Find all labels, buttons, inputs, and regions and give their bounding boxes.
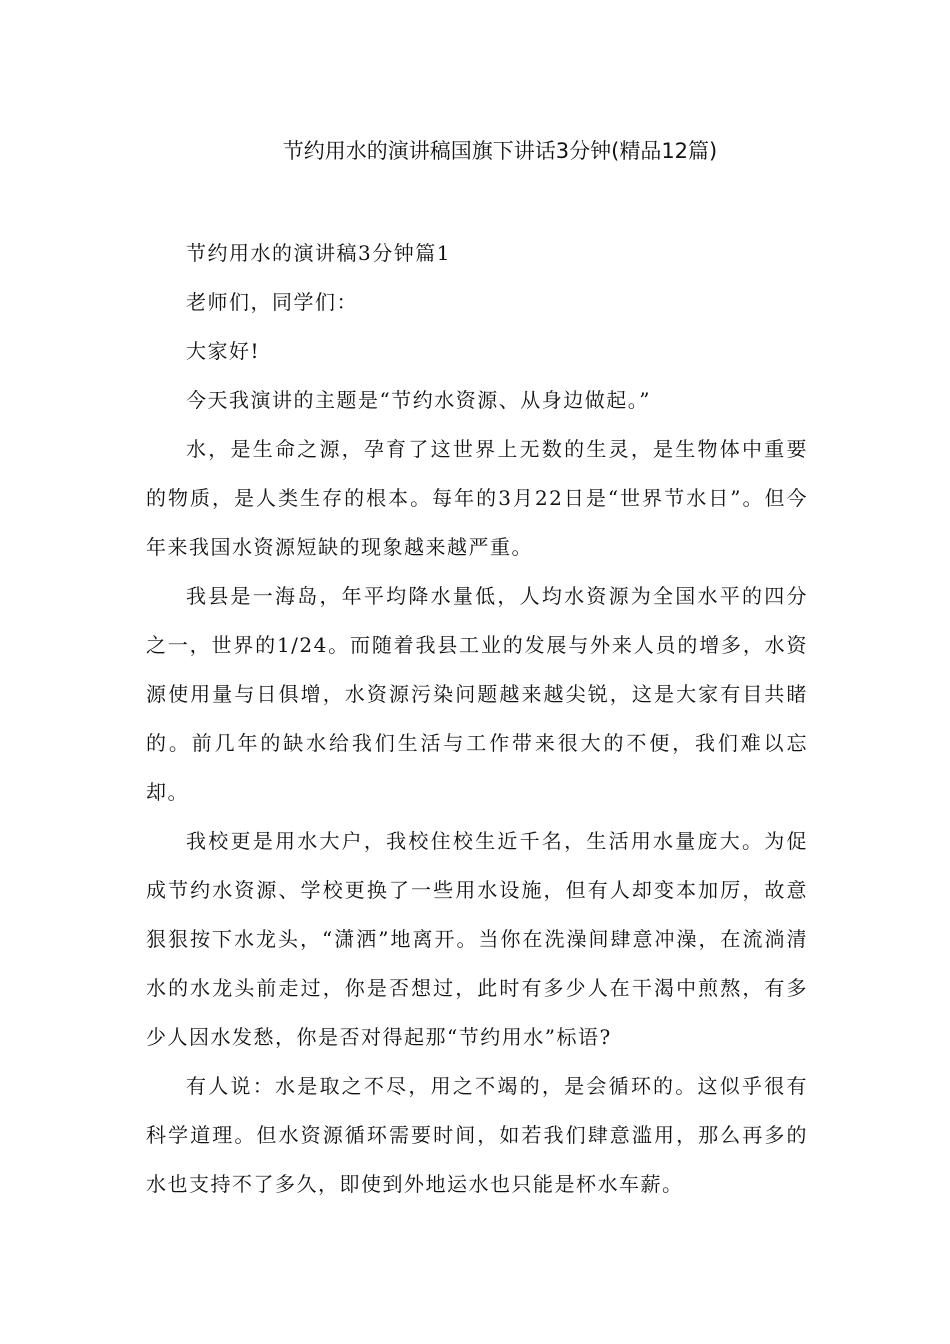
paragraph: 水，是生命之源，孕育了这世界上无数的生灵，是生物体中重要的物质，是人类生存的根本。每年的3月22日是“世界节水日”。但今年来我国水资源短缺的现象越来越严重。 — [146, 437, 808, 559]
greeting: 大家好! — [186, 339, 261, 363]
paragraph: 我校更是用水大户，我校住校生近千名，生活用水量庞大。为促成节约水资源、学校更换了一些用水设施，但有人却变本加厉，故意狠狠按下水龙头，“潇洒”地离开。当你在洗澡间肆意冲澡，在流淌清水的水龙头前走过，你是否想过，此时有多少人在干渴中煎熬，有多少人因水发愁，你是否对得起那“节约用水”标语? — [146, 829, 808, 1049]
paragraph: 有人说：水是取之不尽，用之不竭的，是会循环的。这似乎很有科学道理。但水资源循环需要时间，如若我们肆意滥用，那么再多的水也支持不了多久，即使到外地运水也只能是杯水车薪。 — [146, 1074, 808, 1196]
paragraph: 我县是一海岛，年平均降水量低，人均水资源为全国水平的四分之一，世界的1/24。而随着我县工业的发展与外来人员的增多，水资源使用量与日俱增，水资源污染问题越来越尖锐，这是大家有目共睹的。前几年的缺水给我们生活与工作带来很大的不便，我们难以忘却。 — [146, 584, 808, 804]
paragraph: 今天我演讲的主题是“节约水资源、从身边做起。” — [186, 388, 651, 412]
salutation: 老师们，同学们： — [186, 290, 358, 314]
document-title: 节约用水的演讲稿国旗下讲话3分钟(精品12篇) — [282, 139, 718, 163]
section-heading: 节约用水的演讲稿3分钟篇1 — [186, 241, 451, 265]
document-body — [146, 229, 808, 1209]
